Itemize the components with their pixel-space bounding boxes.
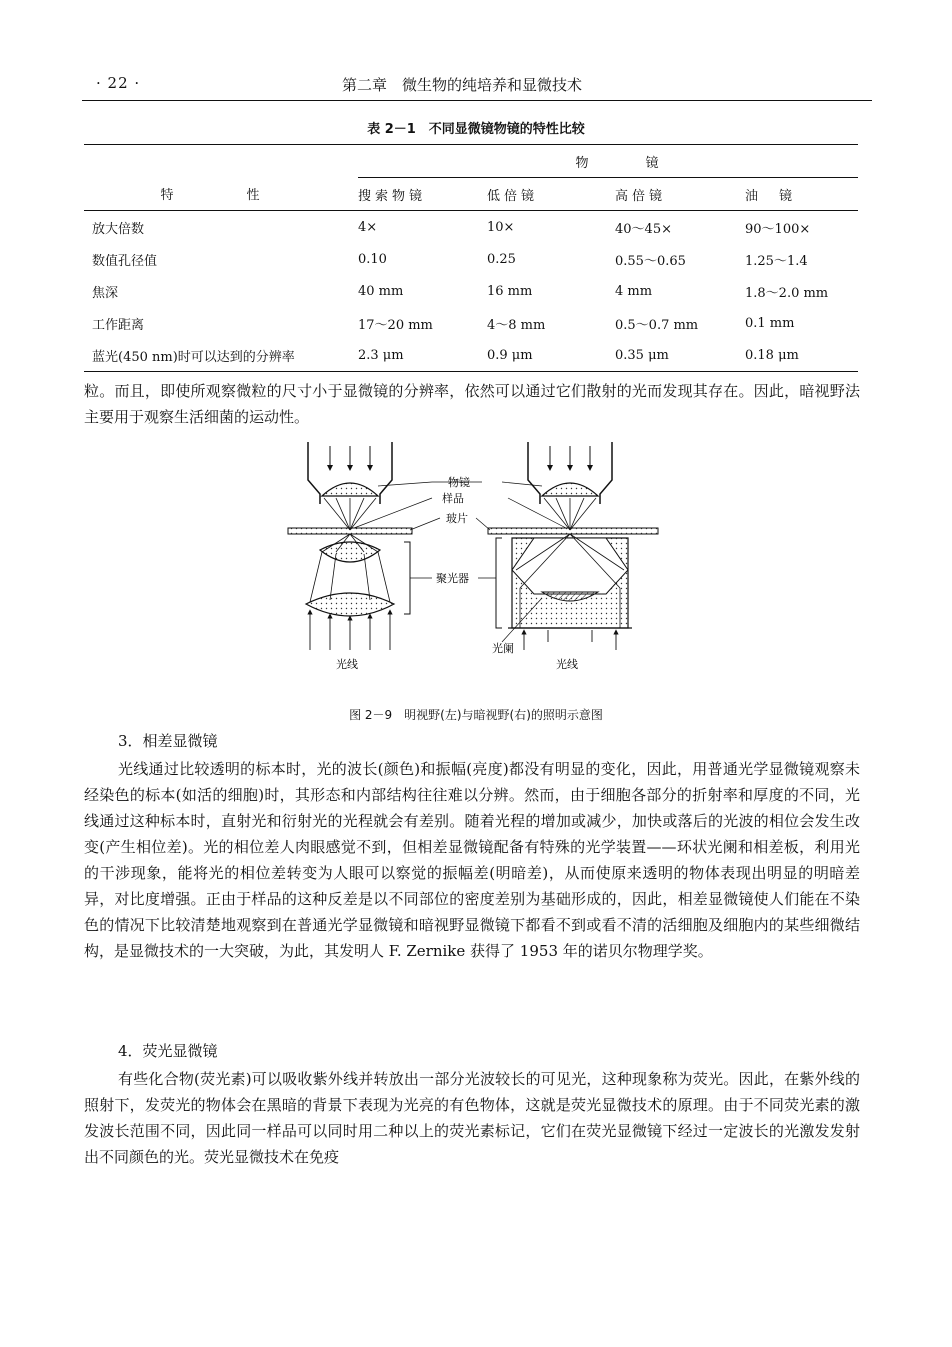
- col-header-search: 搜索物镜: [358, 178, 487, 211]
- label-light-right: 光线: [556, 658, 578, 671]
- table-title: 表 2－1 不同显微镜物镜的特性比较: [367, 122, 585, 137]
- row-label: 工作距离: [92, 317, 145, 333]
- table-cell: 1.8～2.0 mm: [745, 285, 829, 301]
- figure-caption: 图 2－9 明视野(左)与暗视野(右)的照明示意图: [349, 708, 603, 722]
- continuation-paragraph: [84, 378, 860, 430]
- col-header-oil: 油 镜: [745, 178, 858, 211]
- table-cell: 0.9 μm: [487, 339, 615, 372]
- table-cell: 2.3 μm: [358, 339, 487, 372]
- label-stop: 光阑: [492, 642, 514, 655]
- running-head: 第二章 微生物的纯培养和显微技术: [342, 76, 583, 94]
- row-label: 数值孔径值: [92, 253, 158, 269]
- page-number: · 22 ·: [96, 74, 141, 92]
- table-row: [84, 307, 858, 339]
- table-cell: 0.10: [358, 251, 387, 267]
- table-cell: 1.25～1.4: [745, 253, 808, 269]
- label-condenser: 聚光器: [436, 572, 469, 585]
- spec-table-wrapper: [84, 144, 858, 372]
- label-specimen: 样品: [442, 492, 464, 505]
- col-header-low: 低倍镜: [487, 178, 615, 211]
- section-4-paragraph: [84, 1066, 860, 1170]
- table-cell: 4×: [358, 211, 487, 244]
- section-4-text: 有些化合物(荧光素)可以吸收紫外线并转放出一部分光波较长的可见光，这种现象称为荧光。因此，在紫外线的照射下，发荧光的物体会在黑暗的背景下表现为光亮的有色物体，这就是荧光显微技术的原理。由于不同荧光素的激发波长范围不同，因此同一样品可以同时用二种以上的荧光素标记，它们在荧光显微镜下经过一定波长的光激发发射出不同颜色的光。荧光显微技术在免疫: [84, 1070, 860, 1166]
- label-light-left: 光线: [336, 658, 358, 671]
- bright-field-diagram: [288, 442, 412, 650]
- table-cell: 0.5～0.7 mm: [615, 317, 699, 333]
- table-cell: 0.25: [487, 251, 516, 267]
- dark-field-diagram: [488, 442, 658, 650]
- row-label: 蓝光(450 nm)时可以达到的分辨率: [84, 339, 358, 372]
- table-cell: 40 mm: [358, 283, 404, 299]
- table-cell: 0.55～0.65: [615, 253, 686, 269]
- table-cell: 0.18 μm: [745, 339, 858, 372]
- section-heading-fluorescence: 4．荧光显微镜: [118, 1042, 218, 1060]
- table-header-row-2: [84, 178, 858, 211]
- illumination-diagram: [280, 442, 680, 674]
- feature-header: 特 性: [160, 188, 290, 204]
- table-cell: 16 mm: [487, 283, 533, 299]
- table-cell: 90～100×: [745, 211, 858, 244]
- continuation-text: 粒。而且，即使所观察微粒的尺寸小于显微镜的分辨率，依然可以通过它们散射的光而发现其存在。因此，暗视野法主要用于观察生活细菌的运动性。: [84, 382, 860, 426]
- group-header: 物 镜: [358, 145, 858, 178]
- table-row: [84, 211, 858, 244]
- table-row: [84, 339, 858, 372]
- table-cell: 10×: [487, 211, 615, 244]
- row-label: 放大倍数: [84, 211, 358, 244]
- table-cell: 0.1 mm: [745, 315, 795, 331]
- label-slide: 玻片: [446, 512, 468, 525]
- table-row: [84, 243, 858, 275]
- table-cell: 4～8 mm: [487, 317, 546, 333]
- table-header-row-1: [84, 145, 858, 178]
- table-row: [84, 275, 858, 307]
- col-header-high: 高倍镜: [615, 178, 745, 211]
- label-objective: 物镜: [448, 476, 470, 489]
- table-cell: 17～20 mm: [358, 317, 433, 333]
- table-cell: 4 mm: [615, 283, 653, 299]
- section-3-paragraph: [84, 756, 860, 964]
- table-cell: 0.35 μm: [615, 339, 745, 372]
- illumination-figure: [280, 442, 680, 674]
- header-rule: [82, 100, 872, 101]
- objective-spec-table: [84, 144, 858, 372]
- table-cell: 40～45×: [615, 211, 745, 244]
- section-heading-phase-contrast: 3．相差显微镜: [118, 732, 218, 750]
- row-label: 焦深: [92, 285, 119, 301]
- section-3-text: 光线通过比较透明的标本时，光的波长(颜色)和振幅(亮度)都没有明显的变化，因此，用普通光学显微镜观察未经染色的标本(如活的细胞)时，其形态和内部结构往往难以分辨。然而，由于细胞各部分的折射率和厚度的不同，光线通过这种标本时，直射光和衍射光的光程就会有差别。随着光程的增加或减少，加快或落后的光波的相位会发生改变(产生相位差)。光的相位差人肉眼感觉不到，但相差显微镜配备有特殊的光学装置——环状光阑和相差板，利用光的干涉现象，能将光的相位差转变为人眼可以察觉的振幅差(明暗差)，从而使原来透明的物体表现出明显的明暗差异，对比度增强。正由于样品的这种反差是以不同部位的密度差别为基础形成的，因此，相差显微镜使人们能在不染色的情况下比较清楚地观察到在普通光学显微镜和暗视野显微镜下都看不到或看不清的活细胞及细胞内的某些细微结构，是显微技术的一大突破，为此，其发明人 F. Zernike 获得了 1953 年的诺贝尔物理学奖。: [84, 760, 860, 960]
- page-header: [82, 70, 872, 100]
